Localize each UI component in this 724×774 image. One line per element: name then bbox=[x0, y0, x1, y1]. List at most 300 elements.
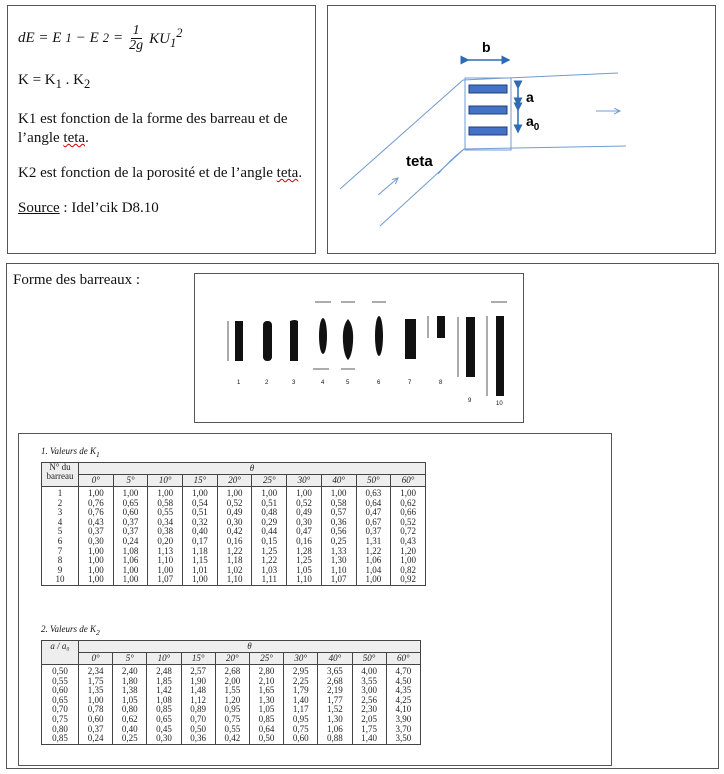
table2-cell: 1,08 bbox=[156, 694, 172, 705]
k-product-line bbox=[18, 71, 305, 94]
duct-upper-inclined bbox=[340, 80, 463, 189]
table1-value-column bbox=[113, 487, 148, 586]
table2-cell: 0,80 bbox=[121, 704, 138, 715]
table2-cell: 1,75 bbox=[87, 675, 104, 686]
table1-caption bbox=[41, 446, 100, 459]
table1-cell: 1,11 bbox=[261, 574, 277, 585]
bar-numbers bbox=[237, 380, 503, 407]
table1-value-column bbox=[79, 487, 114, 586]
formula-rhs-text: KU bbox=[149, 31, 170, 47]
table1-cell: 0,66 bbox=[400, 507, 416, 518]
table2-cell: 0,85 bbox=[258, 713, 275, 724]
table1-row-label: 4 bbox=[57, 516, 63, 527]
bar-shapes-panel bbox=[6, 263, 719, 769]
table2-value-column bbox=[318, 665, 352, 745]
table1-cell: 0,63 bbox=[365, 488, 382, 498]
table1-cell: 1,10 bbox=[330, 564, 347, 575]
table1-cell: 0,64 bbox=[365, 497, 382, 508]
table2-col-header: 60° bbox=[386, 653, 420, 665]
table1-cell: 1,00 bbox=[87, 564, 104, 575]
table1-cell: 1,22 bbox=[226, 545, 243, 556]
table1-col-header: 60° bbox=[391, 475, 426, 487]
table2-cell: 2,68 bbox=[327, 675, 343, 686]
table2-cell: 2,25 bbox=[292, 675, 309, 686]
table1-cell: 1,00 bbox=[157, 488, 174, 498]
formula-rhs bbox=[149, 26, 182, 51]
table1-cell: 0,47 bbox=[296, 526, 312, 537]
table2-cell: 2,56 bbox=[361, 694, 377, 705]
table2-cell: 0,24 bbox=[87, 733, 104, 744]
table2-value-column bbox=[249, 665, 283, 745]
table2-cell: 0,70 bbox=[190, 713, 207, 724]
bar-shape-6 bbox=[375, 316, 383, 356]
table2-cell: 1,38 bbox=[121, 685, 138, 696]
bar-profiles bbox=[235, 316, 504, 396]
table1-value-column bbox=[356, 487, 391, 586]
table2-cell: 2,68 bbox=[224, 666, 241, 676]
table1-cell: 1,07 bbox=[330, 574, 347, 585]
formula-sub2: 2 bbox=[102, 31, 109, 45]
table2-value-column bbox=[147, 665, 181, 745]
formula-minus: − E bbox=[75, 30, 99, 46]
table2-caption-text: 2. Valeurs de K bbox=[41, 624, 96, 634]
a0-label-sub: 0 bbox=[533, 122, 540, 133]
table2-col-header: 30° bbox=[284, 653, 318, 665]
table2-cell: 0,88 bbox=[327, 733, 343, 744]
k1-end: . bbox=[85, 130, 89, 146]
table1-cell: 0,62 bbox=[400, 497, 416, 508]
table2-cell: 0,25 bbox=[121, 733, 138, 744]
inflow-arrow bbox=[378, 178, 398, 195]
table1-col-header: 50° bbox=[356, 475, 391, 487]
bar-shape-8 bbox=[437, 316, 445, 338]
table2-col-header: 5° bbox=[113, 653, 147, 665]
table2-cell: 0,37 bbox=[87, 723, 104, 734]
table2-cell: 0,75 bbox=[292, 723, 309, 734]
table2-cell: 2,57 bbox=[190, 666, 207, 676]
table1-cell: 0,52 bbox=[400, 516, 416, 527]
table1-row-label: 2 bbox=[57, 497, 63, 508]
table1-col-header: 20° bbox=[217, 475, 252, 487]
table2-cell: 4,10 bbox=[395, 704, 412, 715]
table1-cell: 1,08 bbox=[122, 545, 139, 556]
table2-cell: 0,65 bbox=[156, 713, 172, 724]
table2-cell: 1,42 bbox=[156, 685, 172, 696]
bar-shape-4 bbox=[319, 318, 327, 354]
table1-cell: 0,29 bbox=[261, 516, 278, 527]
k2-text: K2 est fonction de la porosité et de l’angle bbox=[18, 165, 277, 181]
table1-col-header: 40° bbox=[321, 475, 356, 487]
bar-shape-2 bbox=[263, 321, 272, 361]
table2-cell: 0,50 bbox=[258, 733, 275, 744]
bar-number-9: 9 bbox=[468, 398, 472, 404]
table1-cell: 1,00 bbox=[122, 488, 139, 498]
formula-fraction bbox=[129, 24, 143, 53]
table2-cell: 2,40 bbox=[121, 666, 138, 676]
table1-cell: 0,56 bbox=[330, 526, 347, 537]
table2-cell: 0,78 bbox=[87, 704, 104, 715]
table1-group-header: θ bbox=[79, 463, 426, 475]
table1-cell: 0,43 bbox=[87, 516, 104, 527]
table1-cell: 1,00 bbox=[400, 488, 416, 498]
bar-number-7: 7 bbox=[408, 380, 412, 386]
table2-cell: 0,60 bbox=[87, 713, 104, 724]
k-eq-dot: . K bbox=[61, 72, 84, 88]
table1-cell: 1,00 bbox=[330, 488, 347, 498]
table2-cell: 1,35 bbox=[87, 685, 104, 696]
table1-cell: 0,55 bbox=[157, 507, 174, 518]
table1-cell: 1,00 bbox=[87, 555, 104, 566]
table2-cell: 2,19 bbox=[327, 685, 343, 696]
table1-cell: 1,10 bbox=[226, 574, 243, 585]
formula-text-panel bbox=[7, 5, 316, 254]
table2-cell: 2,80 bbox=[258, 666, 275, 676]
table2-cell: 3,50 bbox=[395, 733, 412, 744]
grille-diagram bbox=[328, 6, 717, 255]
table1-row-labels bbox=[42, 487, 79, 586]
b-label: b bbox=[482, 39, 491, 55]
table1-cell: 1,06 bbox=[365, 555, 382, 566]
table2-col-header: 50° bbox=[352, 653, 386, 665]
table1-cell: 0,76 bbox=[87, 507, 104, 518]
table1-caption-text: 1. Valeurs de K bbox=[41, 446, 96, 456]
table2-row-label: 0,80 bbox=[52, 723, 68, 734]
table2-cell: 0,55 bbox=[224, 723, 241, 734]
table1-cell: 0,92 bbox=[400, 574, 416, 585]
table2-caption-sub: 2 bbox=[96, 627, 100, 637]
k1-text: K1 est fonction de la forme des barreau et de l’angle bbox=[18, 111, 288, 146]
table1-col-header: 25° bbox=[252, 475, 287, 487]
table1-col-header: 30° bbox=[287, 475, 322, 487]
table2-cell: 0,64 bbox=[258, 723, 275, 734]
table1-cell: 0,24 bbox=[122, 535, 139, 546]
bar-number-1: 1 bbox=[237, 380, 241, 386]
table2-row-label: 0,65 bbox=[52, 694, 68, 705]
bar-number-10: 10 bbox=[496, 401, 503, 407]
table2-value-column bbox=[284, 665, 318, 745]
table1-cell: 0,38 bbox=[157, 526, 174, 537]
table1-cell: 0,48 bbox=[261, 507, 278, 518]
table2-value-column bbox=[79, 665, 113, 745]
table1-cell: 1,18 bbox=[226, 555, 243, 566]
table1-cell: 0,52 bbox=[296, 497, 312, 508]
table2-cell: 0,60 bbox=[292, 733, 309, 744]
table2-row-label: 0,55 bbox=[52, 675, 68, 686]
table1-cell: 0,17 bbox=[192, 535, 208, 546]
table1-value-column bbox=[287, 487, 322, 586]
table2-value-column bbox=[113, 665, 147, 745]
table1-cell: 0,49 bbox=[296, 507, 312, 518]
table1-value-column bbox=[217, 487, 252, 586]
bar-number-6: 6 bbox=[377, 380, 381, 386]
bar-shape-3 bbox=[290, 320, 298, 361]
table1-row-label: 1 bbox=[57, 488, 63, 498]
table1-cell: 1,00 bbox=[122, 574, 139, 585]
table2-col-header: 20° bbox=[215, 653, 249, 665]
table2-cell: 2,00 bbox=[224, 675, 241, 686]
table1-cell: 0,72 bbox=[400, 526, 416, 537]
table1-cell: 1,00 bbox=[192, 488, 208, 498]
table1-cell: 0,25 bbox=[330, 535, 347, 546]
table1-cell: 1,13 bbox=[157, 545, 174, 556]
table1-cell: 0,49 bbox=[226, 507, 243, 518]
table1-cell: 0,51 bbox=[261, 497, 278, 508]
table2-cell: 1,77 bbox=[327, 694, 343, 705]
table1-cell: 1,03 bbox=[261, 564, 278, 575]
table2-row-label: 0,85 bbox=[52, 733, 68, 744]
a0-label bbox=[526, 113, 540, 133]
table2-col-header: 15° bbox=[181, 653, 215, 665]
table2-cell: 1,79 bbox=[292, 685, 309, 696]
table2-cell: 2,30 bbox=[361, 704, 377, 715]
bar-number-8: 8 bbox=[439, 380, 443, 386]
table1-cell: 0,34 bbox=[157, 516, 174, 527]
table2-cell: 1,80 bbox=[121, 675, 138, 686]
table2-cell: 0,75 bbox=[224, 713, 241, 724]
table1-value-column bbox=[321, 487, 356, 586]
bar-shapes-svg bbox=[195, 274, 525, 424]
table2-cell: 4,25 bbox=[395, 694, 412, 705]
table2-cell: 2,48 bbox=[156, 666, 172, 676]
table1-cell: 1,20 bbox=[400, 545, 416, 556]
table1-cell: 0,15 bbox=[261, 535, 278, 546]
table2-cell: 0,40 bbox=[121, 723, 138, 734]
table1-cell: 1,00 bbox=[261, 488, 278, 498]
table1-cell: 0,51 bbox=[192, 507, 208, 518]
table1-cell: 0,37 bbox=[122, 516, 139, 527]
table1-cell: 0,20 bbox=[157, 535, 174, 546]
table1-value-column bbox=[183, 487, 218, 586]
table1-cell: 1,18 bbox=[192, 545, 208, 556]
table2-cell: 1,55 bbox=[224, 685, 241, 696]
table1-cell: 1,07 bbox=[157, 574, 174, 585]
table1-cell: 0,30 bbox=[296, 516, 312, 527]
table2-cell: 1,52 bbox=[327, 704, 343, 715]
table1-cell: 1,10 bbox=[157, 555, 174, 566]
table2-cell: 2,34 bbox=[87, 666, 104, 676]
table1-cell: 1,05 bbox=[296, 564, 312, 575]
table1-cell: 0,82 bbox=[400, 564, 416, 575]
table1-value-column bbox=[391, 487, 426, 586]
table1-cell: 1,10 bbox=[296, 574, 312, 585]
table2-cell: 4,35 bbox=[395, 685, 412, 696]
bar-2 bbox=[469, 106, 507, 114]
table2-cell: 0,62 bbox=[121, 713, 138, 724]
table2-row-label: 0,50 bbox=[52, 666, 68, 676]
bar-3 bbox=[469, 127, 507, 135]
table1-cell: 1,00 bbox=[157, 564, 174, 575]
table2-cell: 1,48 bbox=[190, 685, 207, 696]
table2-cell: 1,05 bbox=[258, 704, 275, 715]
table1-cell: 0,37 bbox=[122, 526, 139, 537]
table1-cell: 1,06 bbox=[122, 555, 139, 566]
bar-1 bbox=[469, 85, 507, 93]
k-eq-text: K = K bbox=[18, 72, 56, 88]
formula-eq: = bbox=[113, 30, 124, 46]
table1-cell: 1,00 bbox=[87, 488, 104, 498]
table2-cell: 2,95 bbox=[292, 666, 309, 676]
forme-title: Forme des barreaux : bbox=[13, 272, 141, 288]
table1-col-header: 5° bbox=[113, 475, 148, 487]
bar-number-5: 5 bbox=[346, 380, 350, 386]
table2-cell: 4,00 bbox=[361, 666, 377, 676]
formula-sub1: 1 bbox=[65, 31, 72, 45]
teta-label: teta bbox=[406, 153, 433, 170]
duct-lower-wall bbox=[464, 146, 626, 149]
a0-label-main: a bbox=[526, 113, 534, 129]
table1-cell: 1,02 bbox=[226, 564, 243, 575]
table1-cell: 1,00 bbox=[122, 564, 139, 575]
table1-row-label: 6 bbox=[57, 535, 63, 546]
table1-cell: 1,04 bbox=[365, 564, 382, 575]
table2-cell: 1,75 bbox=[361, 723, 377, 734]
table2-col-header: 10° bbox=[147, 653, 181, 665]
source-label: Source bbox=[18, 200, 60, 216]
table1-col-header: 0° bbox=[79, 475, 114, 487]
table2-cell: 0,85 bbox=[156, 704, 172, 715]
table2-cell: 0,36 bbox=[190, 733, 207, 744]
table2-row-labels bbox=[42, 665, 79, 745]
table2-cell: 1,30 bbox=[258, 694, 275, 705]
table2-cell: 0,95 bbox=[292, 713, 309, 724]
table1-caption-sub: 1 bbox=[96, 449, 100, 459]
table1-cell: 0,40 bbox=[192, 526, 208, 537]
table1-cell: 1,30 bbox=[330, 555, 347, 566]
table1-cell: 0,30 bbox=[87, 535, 104, 546]
table2-col-header: 0° bbox=[79, 653, 113, 665]
table1-cell: 1,31 bbox=[365, 535, 382, 546]
table1-cell: 1,25 bbox=[261, 545, 278, 556]
table2-value-column bbox=[181, 665, 215, 745]
table2-cell: 1,12 bbox=[190, 694, 207, 705]
table1-cell: 0,52 bbox=[226, 497, 243, 508]
table1-cell: 1,00 bbox=[87, 574, 104, 585]
table1-cell: 0,47 bbox=[365, 507, 382, 518]
table1-cell: 0,76 bbox=[87, 497, 104, 508]
table2-cell: 3,65 bbox=[327, 666, 343, 676]
k1-description bbox=[18, 110, 305, 148]
table1-cell: 1,00 bbox=[365, 574, 382, 585]
table2-cell: 0,42 bbox=[224, 733, 241, 744]
grille-diagram-panel bbox=[327, 5, 716, 254]
table1-cell: 0,36 bbox=[330, 516, 347, 527]
table1-row-label: 9 bbox=[57, 564, 63, 575]
table1-cell: 0,57 bbox=[330, 507, 347, 518]
table1-cell: 0,43 bbox=[400, 535, 416, 546]
table1-cell: 0,30 bbox=[226, 516, 243, 527]
table1-cell: 0,54 bbox=[192, 497, 208, 508]
table2-cell: 1,17 bbox=[292, 704, 309, 715]
table1-value-column bbox=[148, 487, 183, 586]
table1-cell: 0,16 bbox=[296, 535, 312, 546]
table2-cell: 1,05 bbox=[121, 694, 138, 705]
table1-cell: 0,37 bbox=[87, 526, 104, 537]
table2-cell: 4,50 bbox=[395, 675, 412, 686]
table2-col-header: 25° bbox=[249, 653, 283, 665]
table1-cell: 0,42 bbox=[226, 526, 243, 537]
table1-row-header: N° du barreau bbox=[42, 463, 79, 487]
table1-cell: 1,22 bbox=[365, 545, 382, 556]
table2-cell: 1,40 bbox=[292, 694, 309, 705]
table2-cell: 4,70 bbox=[395, 666, 412, 676]
table2-row-label: 0,75 bbox=[52, 713, 68, 724]
table1-cell: 1,00 bbox=[226, 488, 243, 498]
table2-cell: 2,05 bbox=[361, 713, 377, 724]
table1-cell: 1,00 bbox=[87, 545, 104, 556]
table2-cell: 3,00 bbox=[361, 685, 377, 696]
bar-number-2: 2 bbox=[265, 380, 269, 386]
k2-description bbox=[18, 164, 305, 183]
k2-table bbox=[41, 640, 421, 745]
table2-cell: 1,30 bbox=[327, 713, 343, 724]
table1-cell: 0,58 bbox=[330, 497, 347, 508]
table1-cell: 1,25 bbox=[296, 555, 312, 566]
source-value: : Idel’cik D8.10 bbox=[59, 200, 159, 216]
table1-cell: 1,00 bbox=[400, 555, 416, 566]
table1-row-label: 7 bbox=[57, 545, 63, 556]
table2-caption bbox=[41, 624, 100, 637]
table2-cell: 1,40 bbox=[361, 733, 377, 744]
k-tables-figure bbox=[18, 433, 612, 766]
table1-cell: 0,58 bbox=[157, 497, 174, 508]
table2-cell: 1,85 bbox=[156, 675, 172, 686]
table1-row-label: 10 bbox=[55, 574, 65, 585]
table2-cell: 0,89 bbox=[190, 704, 207, 715]
table1-cell: 1,28 bbox=[296, 545, 312, 556]
formula-rhs-sup: 2 bbox=[176, 26, 183, 40]
table2-cell: 0,50 bbox=[190, 723, 207, 734]
table2-value-column bbox=[386, 665, 420, 745]
table2-cell: 0,95 bbox=[224, 704, 241, 715]
table1-row-label: 5 bbox=[57, 526, 63, 537]
table1-row-label: 3 bbox=[57, 507, 63, 518]
k2-teta: teta bbox=[276, 165, 299, 181]
bar-number-4: 4 bbox=[321, 380, 325, 386]
table2-cell: 3,55 bbox=[361, 675, 377, 686]
k2-end: . bbox=[298, 165, 303, 181]
table1-cell: 1,33 bbox=[330, 545, 347, 556]
table1-cell: 0,60 bbox=[122, 507, 139, 518]
table2-cell: 0,30 bbox=[156, 733, 172, 744]
table2-cell: 1,20 bbox=[224, 694, 241, 705]
k1-teta: teta bbox=[63, 130, 86, 146]
k-eq-sub1: 1 bbox=[55, 77, 62, 91]
bar-shape-10 bbox=[496, 316, 504, 396]
table2-cell: 2,10 bbox=[258, 675, 275, 686]
bar-shape-5 bbox=[343, 319, 353, 360]
table1-cell: 1,00 bbox=[296, 488, 312, 498]
table2-group-header: θ bbox=[79, 641, 421, 653]
table2-cell: 1,06 bbox=[327, 723, 343, 734]
table1-cell: 0,67 bbox=[365, 516, 382, 527]
table2-cell: 1,65 bbox=[258, 685, 275, 696]
bar-shape-7 bbox=[405, 319, 416, 359]
fraction-denominator: 2g bbox=[129, 38, 144, 53]
table1-cell: 1,00 bbox=[192, 574, 208, 585]
k-eq-sub2: 2 bbox=[83, 77, 91, 91]
k1-table bbox=[41, 462, 426, 586]
table2-value-column bbox=[352, 665, 386, 745]
table1-row-label: 8 bbox=[57, 555, 63, 566]
table1-cell: 0,44 bbox=[261, 526, 278, 537]
duct-upper-wall bbox=[463, 73, 618, 80]
source-line bbox=[18, 199, 305, 218]
formula-lhs: dE = E bbox=[18, 30, 62, 46]
table2-col-header: 40° bbox=[318, 653, 352, 665]
table1-value-column bbox=[252, 487, 287, 586]
table1-col-header: 10° bbox=[148, 475, 183, 487]
bar-number-3: 3 bbox=[292, 380, 296, 386]
